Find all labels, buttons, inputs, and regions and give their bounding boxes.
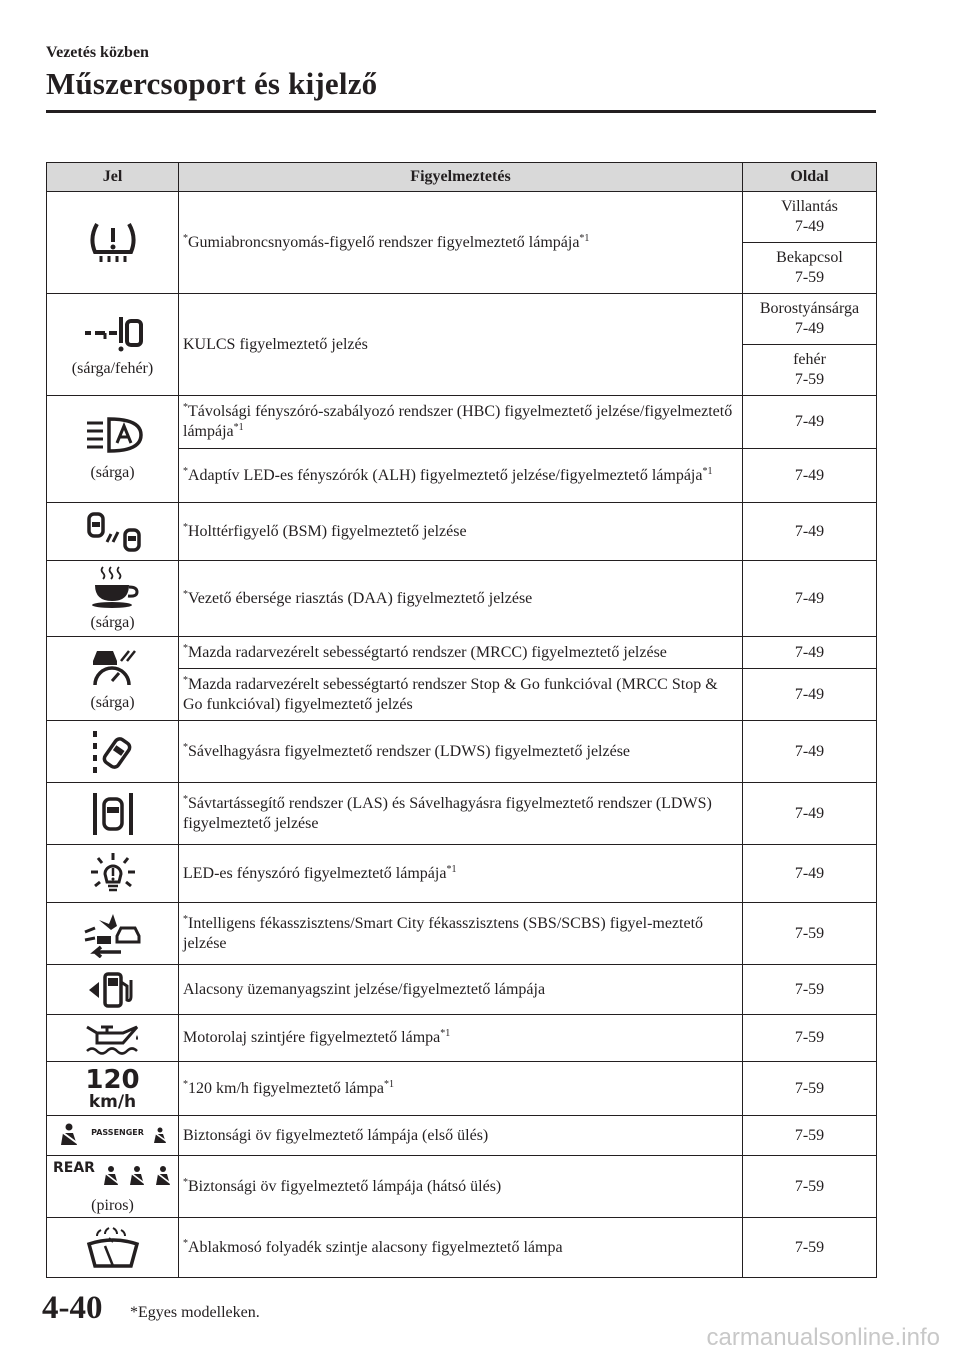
seatbelt-person-small-icon: [152, 1127, 168, 1145]
page-cell: 7-59: [743, 1062, 877, 1116]
key-icon: [81, 311, 145, 355]
page-cell: 7-49: [743, 449, 877, 503]
warning-text-cell: *Holttérfigyelő (BSM) figyelmeztető jelzése: [179, 503, 743, 561]
symbol-cell: [47, 721, 179, 783]
warning-text-cell: Alacsony üzemanyagszint jelzése/figyelmeztető lámpája: [179, 965, 743, 1015]
page-cell: 7-49: [743, 721, 877, 783]
lane-departure-icon: [83, 727, 143, 777]
warning-text-cell: *Sávtartássegítő rendszer (LAS) és Sávelhagyásra figyelmeztető rendszer (LDWS) figyelmeztető jelzése: [179, 783, 743, 845]
symbol-cell: [47, 845, 179, 903]
section-label: Vezetés közben: [46, 44, 149, 61]
table-row: [47, 503, 877, 561]
table-row: [47, 637, 877, 669]
table-row: [47, 783, 877, 845]
page-cell: 7-49: [743, 845, 877, 903]
washer-fluid-icon: [83, 1226, 143, 1270]
lane-keep-icon: [83, 789, 143, 839]
symbol-cell: [47, 1116, 179, 1156]
page-cell: fehér 7-59: [743, 345, 877, 396]
page-cell: 7-49: [743, 783, 877, 845]
warning-text-cell: *Távolsági fényszóró-szabályozó rendszer (HBC) figyelmeztető jelzése/figyelmeztető lámpája$^{*1}$: [179, 396, 743, 449]
warning-text-cell: LED-es fényszóró figyelmeztető lámpája$^{*1}$: [179, 845, 743, 903]
page-cell: 7-59: [743, 1156, 877, 1218]
tire-pressure-icon: [83, 218, 143, 268]
warning-text-cell: *Gumiabroncsnyomás-figyelő rendszer figyelmeztető lámpája$^{*1}$: [179, 192, 743, 294]
warning-text-cell: Biztonsági öv figyelmeztető lámpája (első ülés): [179, 1116, 743, 1156]
header-symbol: Jel: [47, 163, 179, 192]
table-row: [47, 903, 877, 965]
speed-120-icon: 120 km/h: [85, 1064, 140, 1112]
coffee-cup-icon: [83, 565, 143, 609]
warning-text-cell: Motorolaj szintjére figyelmeztető lámpa$^{*1}$: [179, 1015, 743, 1062]
warning-text-cell: *Sávelhagyásra figyelmeztető rendszer (LDWS) figyelmeztető jelzése: [179, 721, 743, 783]
symbol-cell: [47, 637, 179, 721]
oil-can-icon: [81, 1019, 145, 1057]
page-cell: 7-59: [743, 965, 877, 1015]
blind-spot-icon: [81, 510, 145, 554]
page-cell: 7-59: [743, 1116, 877, 1156]
warning-text-cell: *Ablakmosó folyadék szintje alacsony figyelmeztető lámpa: [179, 1218, 743, 1278]
seatbelt-person-icon: [57, 1123, 83, 1149]
watermark: carmanualsonline.info: [706, 1324, 940, 1351]
warning-text-cell: *120 km/h figyelmeztető lámpa$^{*1}$: [179, 1062, 743, 1116]
table-row: [47, 1062, 877, 1116]
header-page: Oldal: [743, 163, 877, 192]
table-row: [47, 561, 877, 637]
table-row: [47, 192, 877, 243]
symbol-cell: [47, 192, 179, 294]
fuel-icon: [83, 970, 143, 1010]
warning-text-cell: *Biztonsági öv figyelmeztető lámpája (hátsó ülés): [179, 1156, 743, 1218]
seatbelt-rear-persons-icon: [101, 1166, 173, 1192]
symbol-cell: [47, 903, 179, 965]
table-row: [47, 721, 877, 783]
table-row: [47, 1156, 877, 1218]
page-title: Műszercsoport és kijelző: [46, 66, 378, 101]
table-row: [47, 965, 877, 1015]
page-cell: 7-49: [743, 561, 877, 637]
warning-text-cell: *Vezető ébersége riasztás (DAA) figyelmeztető jelzése: [179, 561, 743, 637]
page-number: 4-40: [42, 1290, 103, 1326]
page-cell: 7-59: [743, 1015, 877, 1062]
table-row: [47, 1015, 877, 1062]
warning-text-cell: *Mazda radarvezérelt sebességtartó rendszer Stop & Go funkcióval (MRCC Stop & Go funkcióval) figyelmeztető jelzés: [179, 669, 743, 721]
page-cell: 7-59: [743, 903, 877, 965]
page-cell: 7-59: [743, 1218, 877, 1278]
symbol-cell: [47, 561, 179, 637]
table-row: [47, 396, 877, 449]
table-row: [47, 845, 877, 903]
symbol-cell: [47, 965, 179, 1015]
symbol-caption: (sárga/fehér): [71, 359, 154, 377]
page-cell: Villantás 7-49: [743, 192, 877, 243]
page-cell: 7-49: [743, 396, 877, 449]
title-rule: [46, 110, 876, 113]
symbol-cell: [47, 503, 179, 561]
high-beam-control-icon: [81, 415, 145, 459]
page-cell: Borostyánsárga 7-49: [743, 294, 877, 345]
symbol-caption: (sárga): [90, 464, 135, 481]
warning-table: [46, 162, 877, 1278]
symbol-caption: (sárga): [90, 693, 135, 711]
smart-brake-icon: [81, 910, 145, 958]
table-header-row: [47, 163, 877, 192]
symbol-caption: (sárga): [90, 613, 135, 631]
table-row: [47, 294, 877, 345]
page-cell: 7-49: [743, 503, 877, 561]
page-cell: Bekapcsol 7-59: [743, 243, 877, 294]
page-cell: 7-49: [743, 669, 877, 721]
warning-text-cell: KULCS figyelmeztető jelzés: [179, 294, 743, 396]
symbol-cell: [47, 396, 179, 503]
symbol-cell: [47, 1218, 179, 1278]
warning-text-cell: *Adaptív LED-es fényszórók (ALH) figyelmeztető jelzése/figyelmeztető lámpája$^{*1}$: [179, 449, 743, 503]
warning-text-cell: *Mazda radarvezérelt sebességtartó rendszer (MRCC) figyelmeztető jelzése: [179, 637, 743, 669]
footnote: *Egyes modelleken.: [130, 1304, 260, 1321]
symbol-cell: [47, 1015, 179, 1062]
seatbelt-front-icon: PASSENGER: [51, 1123, 174, 1149]
radar-cruise-icon: [83, 645, 143, 689]
table-row: [47, 1116, 877, 1156]
table-row: [47, 1218, 877, 1278]
symbol-caption: (piros): [91, 1196, 134, 1214]
led-headlight-icon: [83, 850, 143, 898]
header-warning: Figyelmeztetés: [179, 163, 743, 192]
symbol-cell: [47, 1156, 179, 1218]
symbol-cell: [47, 1062, 179, 1116]
page-cell: 7-49: [743, 637, 877, 669]
warning-text-cell: *Intelligens fékasszisztens/Smart City fékasszisztens (SBS/SCBS) figyel-meztető jelzése: [179, 903, 743, 965]
symbol-cell: [47, 294, 179, 396]
seatbelt-rear-icon: REAR: [51, 1158, 174, 1192]
symbol-cell: [47, 783, 179, 845]
